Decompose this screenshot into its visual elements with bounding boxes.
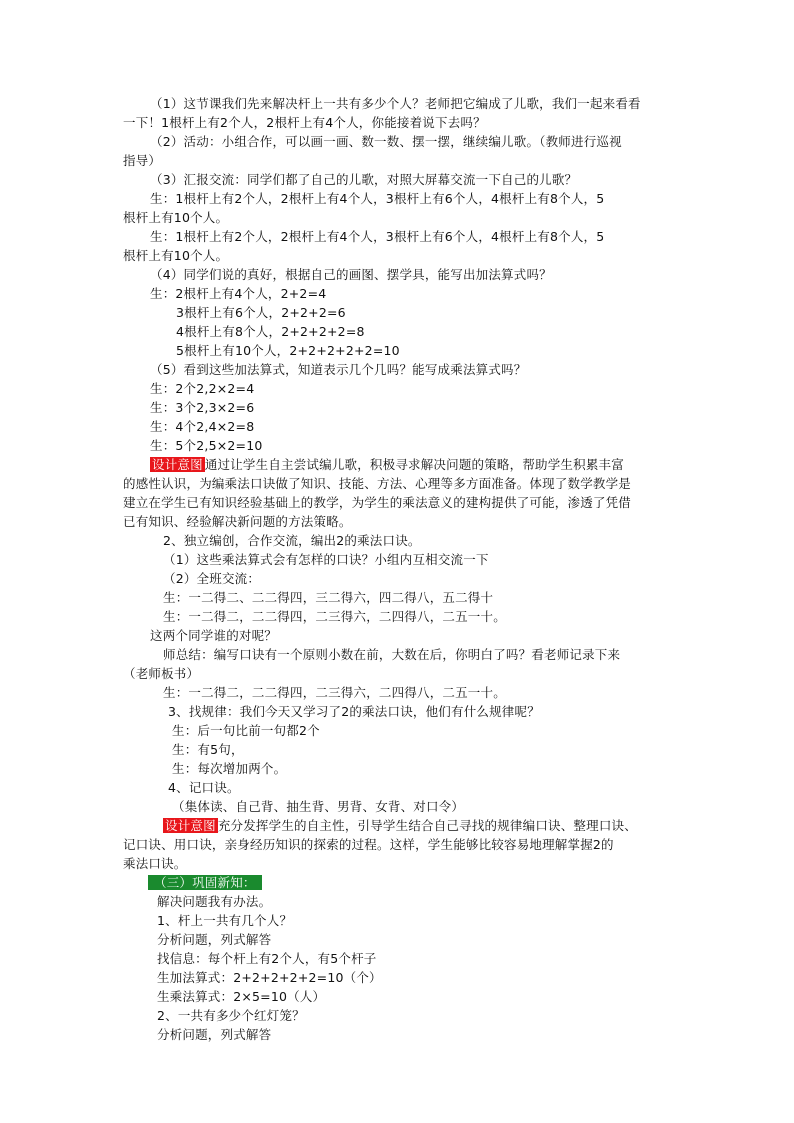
paragraph-line: 生：有5句，: [172, 742, 244, 757]
design-intent-line: [150, 456, 624, 474]
section-heading: [148, 874, 262, 892]
paragraph-line: 生：3个2,3×2=6: [150, 400, 255, 415]
paragraph-line: 师总结：编写口诀有一个原则小数在前，大数在后，你明白了吗？看老师记录下来: [163, 647, 621, 662]
paragraph-line: 生：2根杆上有4个人，2+2=4: [150, 286, 327, 301]
paragraph-line: 分析问题，列式解答: [157, 932, 272, 947]
paragraph-line: 生：每次增加两个。: [172, 761, 287, 776]
paragraph-line: 生：2个2,2×2=4: [150, 381, 255, 396]
paragraph-line: 建立在学生已有知识经验基础上的教学，为学生的乘法意义的建构提供了可能，渗透了凭借: [123, 495, 632, 510]
paragraph-line: 生：一二得二、二二得四，三二得六，四二得八，五二得十: [163, 590, 494, 605]
paragraph-line: 2、一共有多少个红灯笼？: [157, 1008, 305, 1023]
paragraph-line: （老师板书）: [123, 666, 200, 681]
paragraph-line: 生加法算式：2+2+2+2+2=10（个）: [157, 970, 382, 985]
paragraph-line: 根杆上有10个人。: [123, 248, 229, 263]
paragraph-line: 解决问题我有办法。: [157, 894, 272, 909]
design-intent-line: [163, 817, 637, 835]
paragraph-line: 生：1根杆上有2个人，2根杆上有4个人，3根杆上有6个人，4根杆上有8个人，5: [150, 191, 605, 206]
design-intent-label: 设计意图: [152, 457, 203, 472]
paragraph-line: 乘法口诀。: [123, 856, 187, 871]
paragraph-line: （1）这些乘法算式会有怎样的口诀？小组内互相交流一下: [163, 552, 489, 567]
paragraph-line: 指导）: [123, 153, 162, 168]
paragraph-line: （1）这节课我们先来解决杆上一共有多少个人？老师把它编成了儿歌，我们一起来看看: [150, 96, 641, 111]
paragraph-line: 生：一二得二，二二得四，二三得六，二四得八，二五一十。: [163, 609, 506, 624]
paragraph-line: （5）看到这些加法算式，知道表示几个几吗？能写成乘法算式吗？: [150, 362, 527, 377]
paragraph-line: （2）全班交流：: [163, 571, 261, 586]
design-intent-text: 通过让学生自主尝试编儿歌，积极寻求解决问题的策略，帮助学生积累丰富: [204, 457, 624, 472]
paragraph-line: 生乘法算式：2×5=10（人）: [157, 989, 326, 1004]
paragraph-line: 3根杆上有6个人，2+2+2=6: [176, 305, 346, 320]
design-intent-text: 充分发挥学生的自主性，引导学生结合自己寻找的规律编口诀、整理口诀、: [217, 818, 637, 833]
paragraph-line: （3）汇报交流：同学们都了自己的儿歌，对照大屏幕交流一下自己的儿歌？: [150, 172, 578, 187]
paragraph-line: （4）同学们说的真好，根据自己的画图、摆学具，能写出加法算式吗？: [150, 267, 552, 282]
paragraph-line: 生：5个2,5×2=10: [150, 438, 263, 453]
paragraph-line: 5根杆上有10个人，2+2+2+2+2=10: [176, 343, 400, 358]
paragraph-line: 的感性认识，为编乘法口诀做了知识、技能、方法、心理等多方面准备。体现了数学教学是: [123, 476, 632, 491]
paragraph-line: 生：4个2,4×2=8: [150, 419, 255, 434]
paragraph-line: 已有知识、经验解决新问题的方法策略。: [123, 514, 352, 529]
design-intent-label: 设计意图: [165, 818, 216, 833]
paragraph-line: 1、杆上一共有几个人？: [157, 913, 293, 928]
paragraph-line: 生：后一句比前一句都2个: [172, 723, 320, 738]
paragraph-line: 4、记口诀。: [168, 780, 240, 795]
paragraph-line: （2）活动：小组合作，可以画一画、数一数、摆一摆，继续编儿歌。（教师进行巡视: [150, 134, 622, 149]
paragraph-line: （集体读、自己背、抽生背、男背、女背、对口令）: [172, 799, 465, 814]
paragraph-line: 4根杆上有8个人，2+2+2+2=8: [176, 324, 365, 339]
paragraph-line: 生：1根杆上有2个人，2根杆上有4个人，3根杆上有6个人，4根杆上有8个人，5: [150, 229, 605, 244]
paragraph-line: 3、找规律：我们今天又学习了2的乘法口诀，他们有什么规律呢？: [168, 704, 540, 719]
paragraph-line: 记口诀、用口诀，亲身经历知识的探索的过程。这样，学生能够比较容易地理解掌握2的: [123, 837, 614, 852]
paragraph-line: 一下！1根杆上有2个人，2根杆上有4个人，你能接着说下去吗？: [123, 115, 486, 130]
paragraph-line: 生：一二得二，二二得四，二三得六，二四得八，二五一十。: [163, 685, 506, 700]
paragraph-line: 找信息：每个杆上有2个人，有5个杆子: [157, 951, 377, 966]
paragraph-line: 分析问题，列式解答: [157, 1027, 272, 1042]
paragraph-line: 这两个同学谁的对呢？: [150, 628, 278, 643]
paragraph-line: 根杆上有10个人。: [123, 210, 229, 225]
section-heading-label: （三）巩固新知：: [148, 875, 262, 890]
paragraph-line: 2、独立编创，合作交流，编出2的乘法口诀。: [163, 533, 421, 548]
